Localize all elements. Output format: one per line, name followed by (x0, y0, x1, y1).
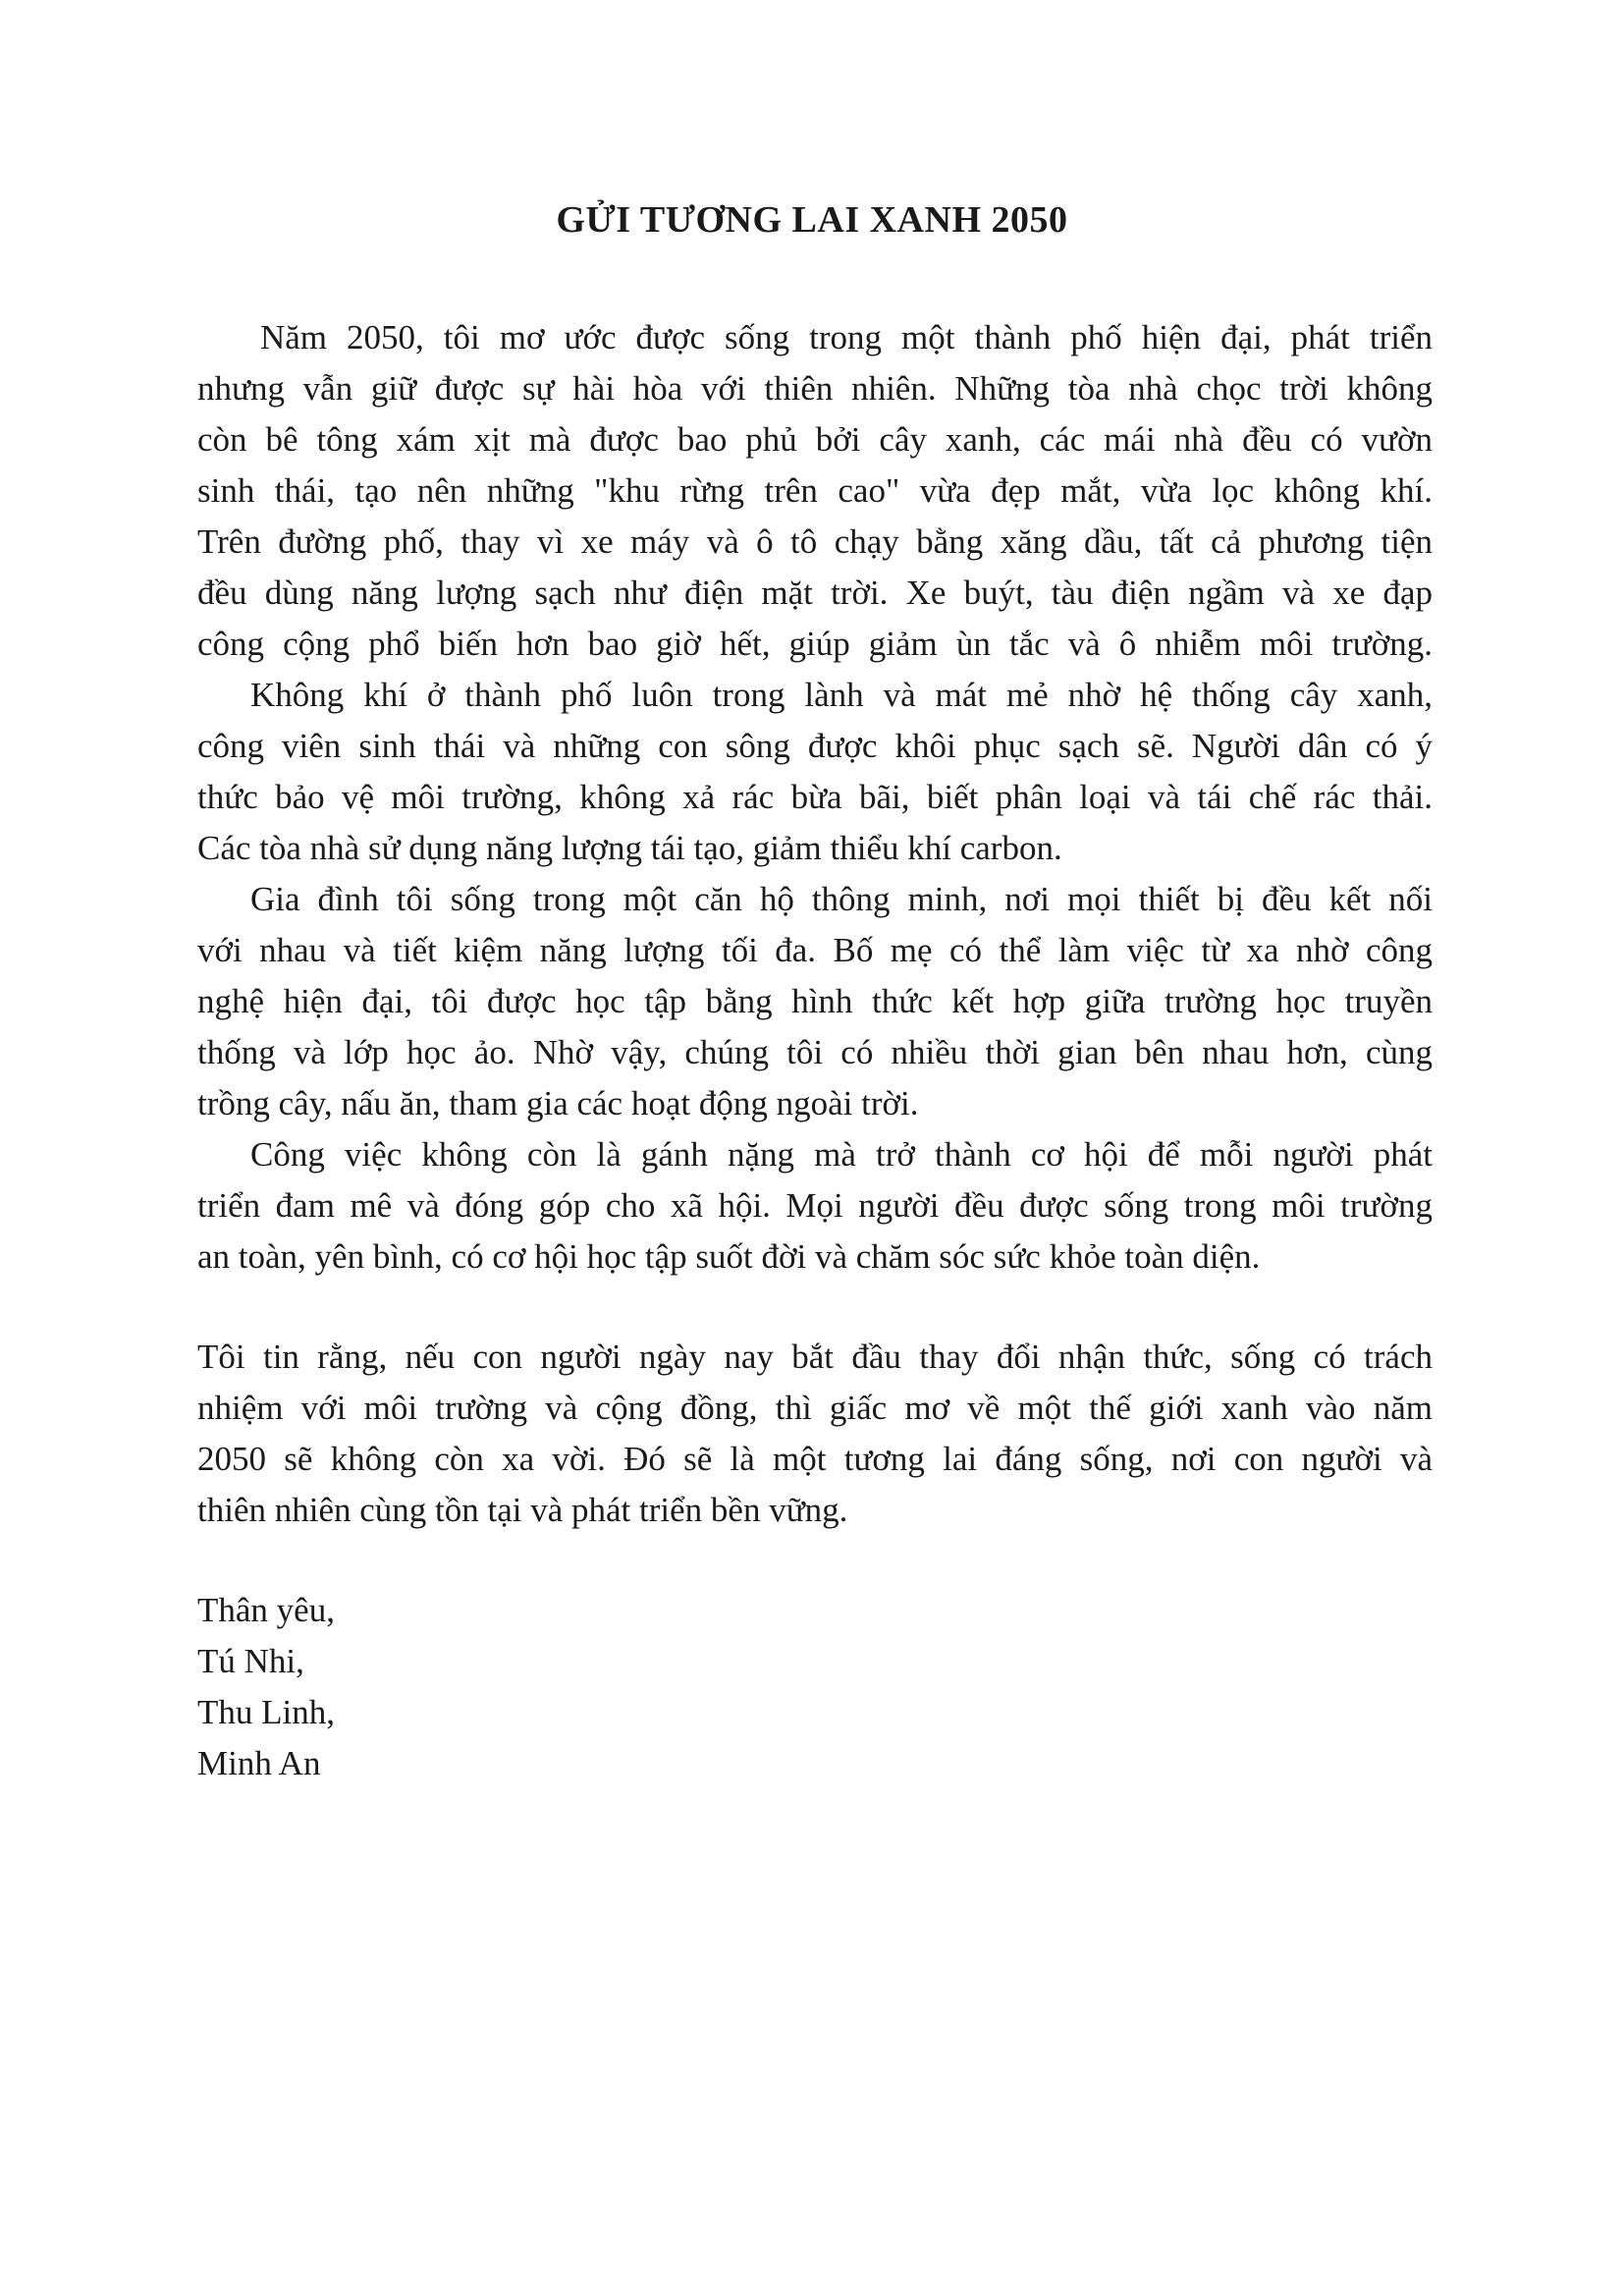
paragraph-line: thống và lớp học ảo. Nhờ vậy, chúng tôi có nhiều thời gian bên nhau hơn, cùng (197, 1033, 1433, 1071)
paragraph-line: Tôi tin rằng, nếu con người ngày nay bắt đầu thay đổi nhận thức, sống có trách (197, 1338, 1433, 1376)
paragraph-line: công viên sinh thái và những con sông được khôi phục sạch sẽ. Người dân có ý (197, 727, 1433, 765)
paragraph-line: nghệ hiện đại, tôi được học tập bằng hình thức kết hợp giữa trường học truyền (197, 982, 1433, 1020)
paragraph-line: an toàn, yên bình, có cơ hội học tập suốt đời và chăm sóc sức khỏe toàn diện. (197, 1237, 1261, 1276)
signature-name: Tú Nhi, (197, 1642, 304, 1680)
paragraph-line: Gia đình tôi sống trong một căn hộ thông minh, nơi mọi thiết bị đều kết nối (250, 880, 1433, 918)
paragraph-line: nhiệm với môi trường và cộng đồng, thì giấc mơ về một thế giới xanh vào năm (197, 1389, 1433, 1427)
paragraph-line: với nhau và tiết kiệm năng lượng tối đa. Bố mẹ có thể làm việc từ xa nhờ công (197, 931, 1433, 969)
paragraph-line: thiên nhiên cùng tồn tại và phát triển bền vững. (197, 1491, 848, 1529)
paragraph-line: còn bê tông xám xịt mà được bao phủ bởi cây xanh, các mái nhà đều có vườn (197, 420, 1433, 459)
paragraph-line: Không khí ở thành phố luôn trong lành và mát mẻ nhờ hệ thống cây xanh, (250, 676, 1433, 714)
closing-salutation: Thân yêu, (197, 1591, 335, 1629)
paragraph-line: công cộng phổ biến hơn bao giờ hết, giúp giảm ùn tắc và ô nhiễm môi trường. (197, 625, 1433, 663)
paragraph-line: sinh thái, tạo nên những "khu rừng trên cao" vừa đẹp mắt, vừa lọc không khí. (197, 471, 1433, 510)
paragraph-line: trồng cây, nấu ăn, tham gia các hoạt động ngoài trời. (197, 1084, 919, 1122)
paragraph-line: Công việc không còn là gánh nặng mà trở thành cơ hội để mỗi người phát (250, 1135, 1433, 1174)
paragraph-line: Trên đường phố, thay vì xe máy và ô tô chạy bằng xăng dầu, tất cả phương tiện (197, 522, 1433, 561)
paragraph-line: thức bảo vệ môi trường, không xả rác bừa bãi, biết phân loại và tái chế rác thải. (197, 778, 1433, 816)
paragraph-line: nhưng vẫn giữ được sự hài hòa với thiên nhiên. Những tòa nhà chọc trời không (197, 369, 1433, 408)
paragraph-line: triển đam mê và đóng góp cho xã hội. Mọi người đều được sống trong môi trường (197, 1186, 1433, 1225)
signature-name: Thu Linh, (197, 1693, 335, 1731)
signature-name: Minh An (197, 1744, 321, 1782)
paragraph-line: Các tòa nhà sử dụng năng lượng tái tạo, giảm thiểu khí carbon. (197, 829, 1062, 867)
paragraph-line: Năm 2050, tôi mơ ước được sống trong một thành phố hiện đại, phát triển (260, 318, 1433, 356)
paragraph-line: 2050 sẽ không còn xa vời. Đó sẽ là một tương lai đáng sống, nơi con người và (197, 1440, 1433, 1478)
page-title: GỬI TƯƠNG LAI XANH 2050 (556, 199, 1068, 241)
paragraph-line: đều dùng năng lượng sạch như điện mặt trời. Xe buýt, tàu điện ngầm và xe đạp (197, 574, 1433, 612)
